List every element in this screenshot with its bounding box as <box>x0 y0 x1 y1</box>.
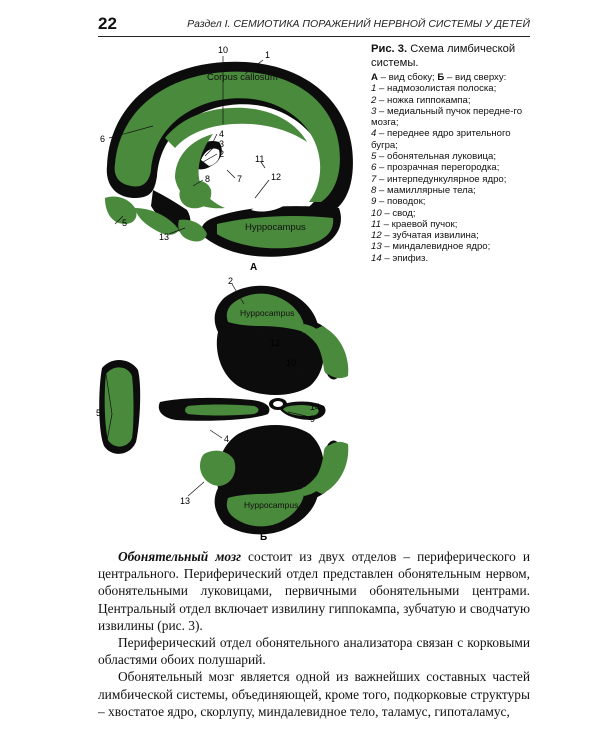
caption-title-text: Схема лимбической системы. <box>371 43 516 69</box>
panel-a-num-6: 6 <box>100 134 106 144</box>
caption-item-number: 13 <box>371 241 382 253</box>
caption-item: 12 – зубчатая извилина; <box>371 230 479 242</box>
caption-item-number: 2 <box>371 94 377 106</box>
panel-a-num-7: 7 <box>237 174 243 184</box>
caption-item-number: 5 <box>371 151 377 163</box>
panel-b-num-2: 2 <box>228 276 234 286</box>
paragraph-1-text: состоит из двух отделов – периферического и центрального. Периферический отдел представлен обонятельным нервом, обонятельными луковицами, первичными обонятельными центрами. Центральный отдел включает извилину гиппокампа, зубчатую и сводчатую извилины (рис. 3). <box>98 549 530 633</box>
panel-b-hippocampus-bottom-label: Hyppocampus <box>244 500 299 510</box>
caption-item: 1 – надмозолистая полоска; <box>371 83 497 95</box>
caption-item: 3 – медиальный пучок передне-го мозга; <box>371 105 523 129</box>
panel-a-num-5: 5 <box>122 218 128 228</box>
panel-b-num-9: 9 <box>310 414 316 424</box>
panel-a-num-4: 4 <box>219 129 225 139</box>
figure-panel-a <box>95 38 357 276</box>
caption-figure-label: Рис. 3. <box>371 43 408 55</box>
caption-item-text: краевой пучок; <box>391 218 458 230</box>
caption-item-text: переднее ядро зрительного бугра; <box>371 128 511 151</box>
panel-a-num-12: 12 <box>271 172 282 182</box>
caption-item: 13 – миндалевидное ядро; <box>371 241 491 253</box>
caption-view-b-letter: Б <box>437 72 445 83</box>
panel-b-pineal <box>269 398 287 410</box>
caption-item: 10 – свод; <box>371 207 416 219</box>
panel-a-num-10: 10 <box>218 45 229 55</box>
caption-view-b-text: вид сверху: <box>454 72 507 83</box>
caption-item: 9 – поводок; <box>371 196 426 208</box>
caption-item-text: обонятельная луковица; <box>387 151 497 163</box>
caption-item-number: 9 <box>371 196 377 208</box>
panel-a-letter: А <box>250 262 258 273</box>
paragraph-2: Периферический отдел обонятельного анализатора связан с корковыми областями обоих полушарий. <box>98 635 530 668</box>
panel-b-num-13: 13 <box>180 496 191 506</box>
caption-item: 5 – обонятельная луковица; <box>371 151 497 163</box>
caption-item-text: зубчатая извилина; <box>392 230 479 242</box>
paragraph-1-term: Обонятельный мозг <box>118 549 242 564</box>
caption-item-number: 4 <box>371 128 377 140</box>
caption-views: А – вид сбоку; Б – вид сверху: <box>371 72 507 83</box>
panel-a-num-11: 11 <box>255 154 265 164</box>
panel-a-num-8: 8 <box>205 174 211 184</box>
caption-item: 7 – интерпедункулярное ядро; <box>371 173 507 185</box>
paragraph-1 <box>98 548 530 634</box>
panel-b-num-12: 12 <box>270 338 281 348</box>
caption-item-text: поводок; <box>387 196 426 208</box>
page-number: 22 <box>98 14 117 33</box>
panel-b-num-4: 4 <box>224 434 230 444</box>
paragraph-3: Обонятельный мозг является одной из важнейших составных частей лимбической системы, объединяющей, кроме того, подкорковые структуры – хвостатое ядро, скорлупу, миндалевидное тело, таламус, гипоталамус, <box>98 669 530 719</box>
caption-item: 2 – ножка гиппокампа; <box>371 94 471 106</box>
caption-item-number: 10 <box>371 207 382 219</box>
panel-b-num-10: 10 <box>286 358 297 368</box>
caption-item-text: миндалевидное ядро; <box>392 241 491 253</box>
caption-item-text: интерпедункулярное ядро; <box>387 173 507 185</box>
page-header <box>98 14 530 37</box>
caption-item: 11 – краевой пучок; <box>371 218 458 230</box>
panel-b-num-14: 14 <box>310 402 321 412</box>
caption-item-number: 11 <box>371 218 381 230</box>
body-text <box>98 548 530 720</box>
caption-item-text: свод; <box>392 207 416 219</box>
panel-b-hippocampus-top-label: Hyppocampus <box>240 308 295 318</box>
caption-item: 4 – переднее ядро зрительного бугра; <box>371 128 511 151</box>
caption-item-text: ножка гиппокампа; <box>387 94 471 106</box>
caption-item-text: медиальный пучок передне-го мозга; <box>371 105 523 129</box>
caption-item-number: 12 <box>371 230 382 242</box>
caption-item-text: мамиллярные тела; <box>387 184 476 196</box>
caption-item-text: надмозолистая полоска; <box>387 83 497 95</box>
caption-item-number: 3 <box>371 105 377 117</box>
panel-b-num-5: 5 <box>96 408 102 418</box>
caption-legend-list <box>371 83 531 264</box>
figure-panel-b <box>92 274 437 544</box>
caption-item: 8 – мамиллярные тела; <box>371 184 476 196</box>
panel-a-num-1: 1 <box>265 50 271 60</box>
caption-item-text: эпифиз. <box>392 252 429 264</box>
caption-item-number: 1 <box>371 83 377 95</box>
caption-view-a-text: вид сбоку; <box>388 72 435 83</box>
caption-item: 6 – прозрачная перегородка; <box>371 162 500 174</box>
caption-item: 14 – эпифиз. <box>371 252 429 264</box>
panel-a-num-3: 3 <box>219 139 225 149</box>
panel-a-hippocampus-label: Hyppocampus <box>245 222 306 233</box>
caption-item-number: 14 <box>371 252 382 264</box>
panel-a-num-2: 2 <box>219 149 225 159</box>
panel-a-num-13: 13 <box>159 232 170 242</box>
caption-item-number: 7 <box>371 173 377 185</box>
caption-view-a-letter: А <box>371 72 378 83</box>
caption-item-number: 8 <box>371 184 377 196</box>
figure-caption <box>371 42 531 264</box>
running-head: Раздел I. СЕМИОТИКА ПОРАЖЕНИЙ НЕРВНОЙ СИСТЕМЫ У ДЕТЕЙ <box>187 18 530 30</box>
caption-item-text: прозрачная перегородка; <box>387 162 500 174</box>
caption-item-number: 6 <box>371 162 377 174</box>
panel-a-corpus-label: Corpus callosum <box>207 72 278 83</box>
panel-b-letter: Б <box>260 532 268 543</box>
caption-title <box>371 42 531 70</box>
